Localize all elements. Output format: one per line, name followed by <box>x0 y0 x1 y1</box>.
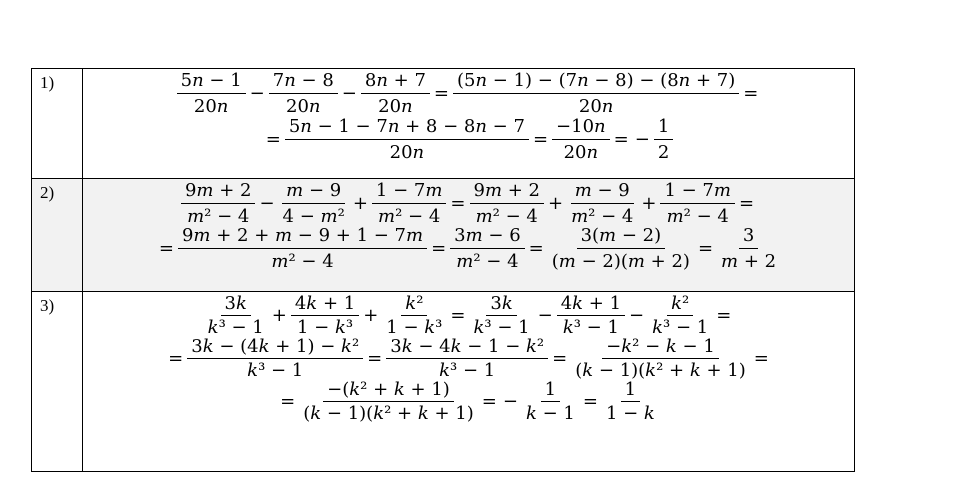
operator: = <box>738 193 755 214</box>
operator: = <box>481 391 497 412</box>
numerator: 3𝑚 − 6 <box>450 227 525 249</box>
numerator: 9𝑚 + 2 <box>181 182 256 204</box>
operator: − <box>502 391 518 412</box>
fraction <box>299 381 478 423</box>
fraction <box>567 182 637 226</box>
denominator: 𝑘³ − 1 <box>652 317 709 338</box>
operator: = <box>431 238 447 259</box>
operator: = <box>552 348 568 369</box>
numerator: 3𝑘 − 4𝑘 − 1 − 𝑘² <box>386 338 548 359</box>
denominator: 𝑚² − 4 <box>666 206 729 227</box>
row-number: 3) <box>32 292 83 472</box>
numerator: 1 − 7𝑚 <box>372 182 447 204</box>
denominator: 20𝑛 <box>389 142 425 163</box>
row-2 <box>32 179 855 292</box>
fraction <box>372 182 447 226</box>
operator: = <box>697 238 714 259</box>
operator: = <box>743 83 759 104</box>
fraction <box>602 381 659 423</box>
numerator: −𝑘² − 𝑘 − 1 <box>602 338 719 359</box>
numerator: 3𝑘 − (4𝑘 + 1) − 𝑘² <box>187 338 363 359</box>
denominator: (𝑘 − 1)(𝑘² + 𝑘 + 1) <box>303 403 474 424</box>
fraction <box>470 182 545 226</box>
numerator: −(𝑘² + 𝑘 + 1) <box>323 381 454 402</box>
numerator: −10𝑛 <box>552 118 610 140</box>
operator: − <box>537 305 553 326</box>
fraction <box>386 338 548 380</box>
fraction <box>285 118 529 162</box>
operator: = <box>582 391 598 412</box>
numerator: 1 <box>654 118 673 140</box>
denominator: 𝑘³ − 1 <box>473 317 530 338</box>
denominator: 𝑚² − 4 <box>456 251 519 272</box>
row-1 <box>32 69 855 179</box>
numerator: 3𝑘 <box>486 295 516 316</box>
denominator: 𝑘³ − 1 <box>439 360 496 381</box>
fraction <box>648 295 712 337</box>
denominator: 1 − 𝑘 <box>605 403 655 424</box>
operator: = <box>367 348 383 369</box>
fraction <box>361 72 430 116</box>
operator: = <box>168 348 184 369</box>
operator: = <box>716 305 732 326</box>
denominator: 𝑘³ − 1 <box>247 360 304 381</box>
fraction <box>187 338 363 380</box>
numerator: 8𝑛 + 7 <box>361 72 430 94</box>
denominator: 𝑘 − 1 <box>525 403 575 424</box>
fraction <box>178 227 427 271</box>
operator: − <box>341 83 357 104</box>
numerator: 4𝑘 + 1 <box>557 295 625 316</box>
denominator: 𝑘³ − 1 <box>207 317 264 338</box>
denominator: 20𝑛 <box>193 96 229 117</box>
fraction <box>717 227 780 271</box>
operator: − <box>634 129 650 150</box>
denominator: 4 − 𝑚² <box>282 206 345 227</box>
fraction <box>177 72 246 116</box>
numerator: 𝑘² <box>401 295 427 316</box>
numerator: 5𝑛 − 1 − 7𝑛 + 8 − 8𝑛 − 7 <box>285 118 529 140</box>
numerator: 9𝑚 + 2 + 𝑚 − 9 + 1 − 7𝑚 <box>178 227 427 249</box>
fraction <box>291 295 359 337</box>
numerator: 9𝑚 + 2 <box>470 182 545 204</box>
fraction <box>269 72 338 116</box>
denominator: 1 − 𝑘³ <box>296 317 354 338</box>
fraction <box>557 295 625 337</box>
operator: − <box>259 193 275 214</box>
denominator: (𝑘 − 1)(𝑘² + 𝑘 + 1) <box>575 360 746 381</box>
operator: = <box>280 391 296 412</box>
equation-line <box>83 227 854 271</box>
numerator: 7𝑛 − 8 <box>269 72 338 94</box>
row-number: 2) <box>32 179 83 292</box>
fraction <box>548 227 694 271</box>
numerator: (5𝑛 − 1) − (7𝑛 − 8) − (8𝑛 + 7) <box>453 72 739 94</box>
operator: = <box>450 193 466 214</box>
equation-line <box>83 182 854 226</box>
operator: − <box>629 305 645 326</box>
numerator: 4𝑘 + 1 <box>291 295 359 316</box>
operator: = <box>265 129 281 150</box>
fraction <box>450 227 525 271</box>
numerator: 𝑚 − 9 <box>571 182 634 204</box>
denominator: 𝑚² − 4 <box>475 206 538 227</box>
fraction <box>552 118 610 162</box>
denominator: 𝑚² − 4 <box>271 251 334 272</box>
fraction <box>470 295 534 337</box>
operator: = <box>528 238 544 259</box>
fraction <box>522 381 579 423</box>
equation-cell <box>83 179 855 292</box>
denominator: 20𝑛 <box>286 96 321 117</box>
denominator: 2 <box>657 142 670 163</box>
row-number: 1) <box>32 69 83 179</box>
denominator: 𝑘³ − 1 <box>562 317 619 338</box>
numerator: 3 <box>739 227 758 249</box>
solutions-table <box>31 68 855 472</box>
denominator: 1 − 𝑘³ <box>386 317 443 338</box>
numerator: 1 <box>621 381 640 402</box>
numerator: 1 <box>541 381 560 402</box>
denominator: (𝑚 − 2)(𝑚 + 2) <box>551 251 690 272</box>
numerator: 3(𝑚 − 2) <box>577 227 666 249</box>
equation-line <box>83 381 854 423</box>
numerator: 𝑚 − 9 <box>282 182 345 204</box>
denominator: 20𝑛 <box>578 96 614 117</box>
equation-line <box>83 338 854 380</box>
operator: + <box>352 193 368 214</box>
fraction <box>654 118 673 162</box>
fraction <box>279 182 349 226</box>
fraction <box>660 182 735 226</box>
equation-line <box>83 118 854 162</box>
operator: = <box>158 238 174 259</box>
equation-cell <box>83 292 855 472</box>
equation-line <box>83 72 854 116</box>
fraction <box>181 182 256 226</box>
operator: + <box>271 305 287 326</box>
denominator: 20𝑛 <box>378 96 413 117</box>
denominator: 𝑚 + 2 <box>721 251 777 272</box>
operator: = <box>613 129 629 150</box>
denominator: 𝑚² − 4 <box>378 206 441 227</box>
row-3 <box>32 292 855 472</box>
operator: = <box>753 348 769 369</box>
equation-cell <box>83 69 855 179</box>
numerator: 5𝑛 − 1 <box>177 72 246 94</box>
operator: = <box>532 129 549 150</box>
operator: = <box>433 83 449 104</box>
numerator: 3𝑘 <box>221 295 251 316</box>
equation-line <box>83 295 854 337</box>
operator: + <box>363 305 379 326</box>
numerator: 𝑘² <box>667 295 693 316</box>
numerator: 1 − 7𝑚 <box>660 182 735 204</box>
denominator: 𝑚² − 4 <box>571 206 634 227</box>
operator: − <box>249 83 265 104</box>
denominator: 𝑚² − 4 <box>187 206 250 227</box>
fraction <box>571 338 750 380</box>
operator: + <box>548 193 564 214</box>
operator: = <box>450 305 466 326</box>
fraction <box>204 295 268 337</box>
fraction <box>382 295 446 337</box>
fraction <box>453 72 739 116</box>
denominator: 20𝑛 <box>563 142 599 163</box>
operator: + <box>641 193 657 214</box>
